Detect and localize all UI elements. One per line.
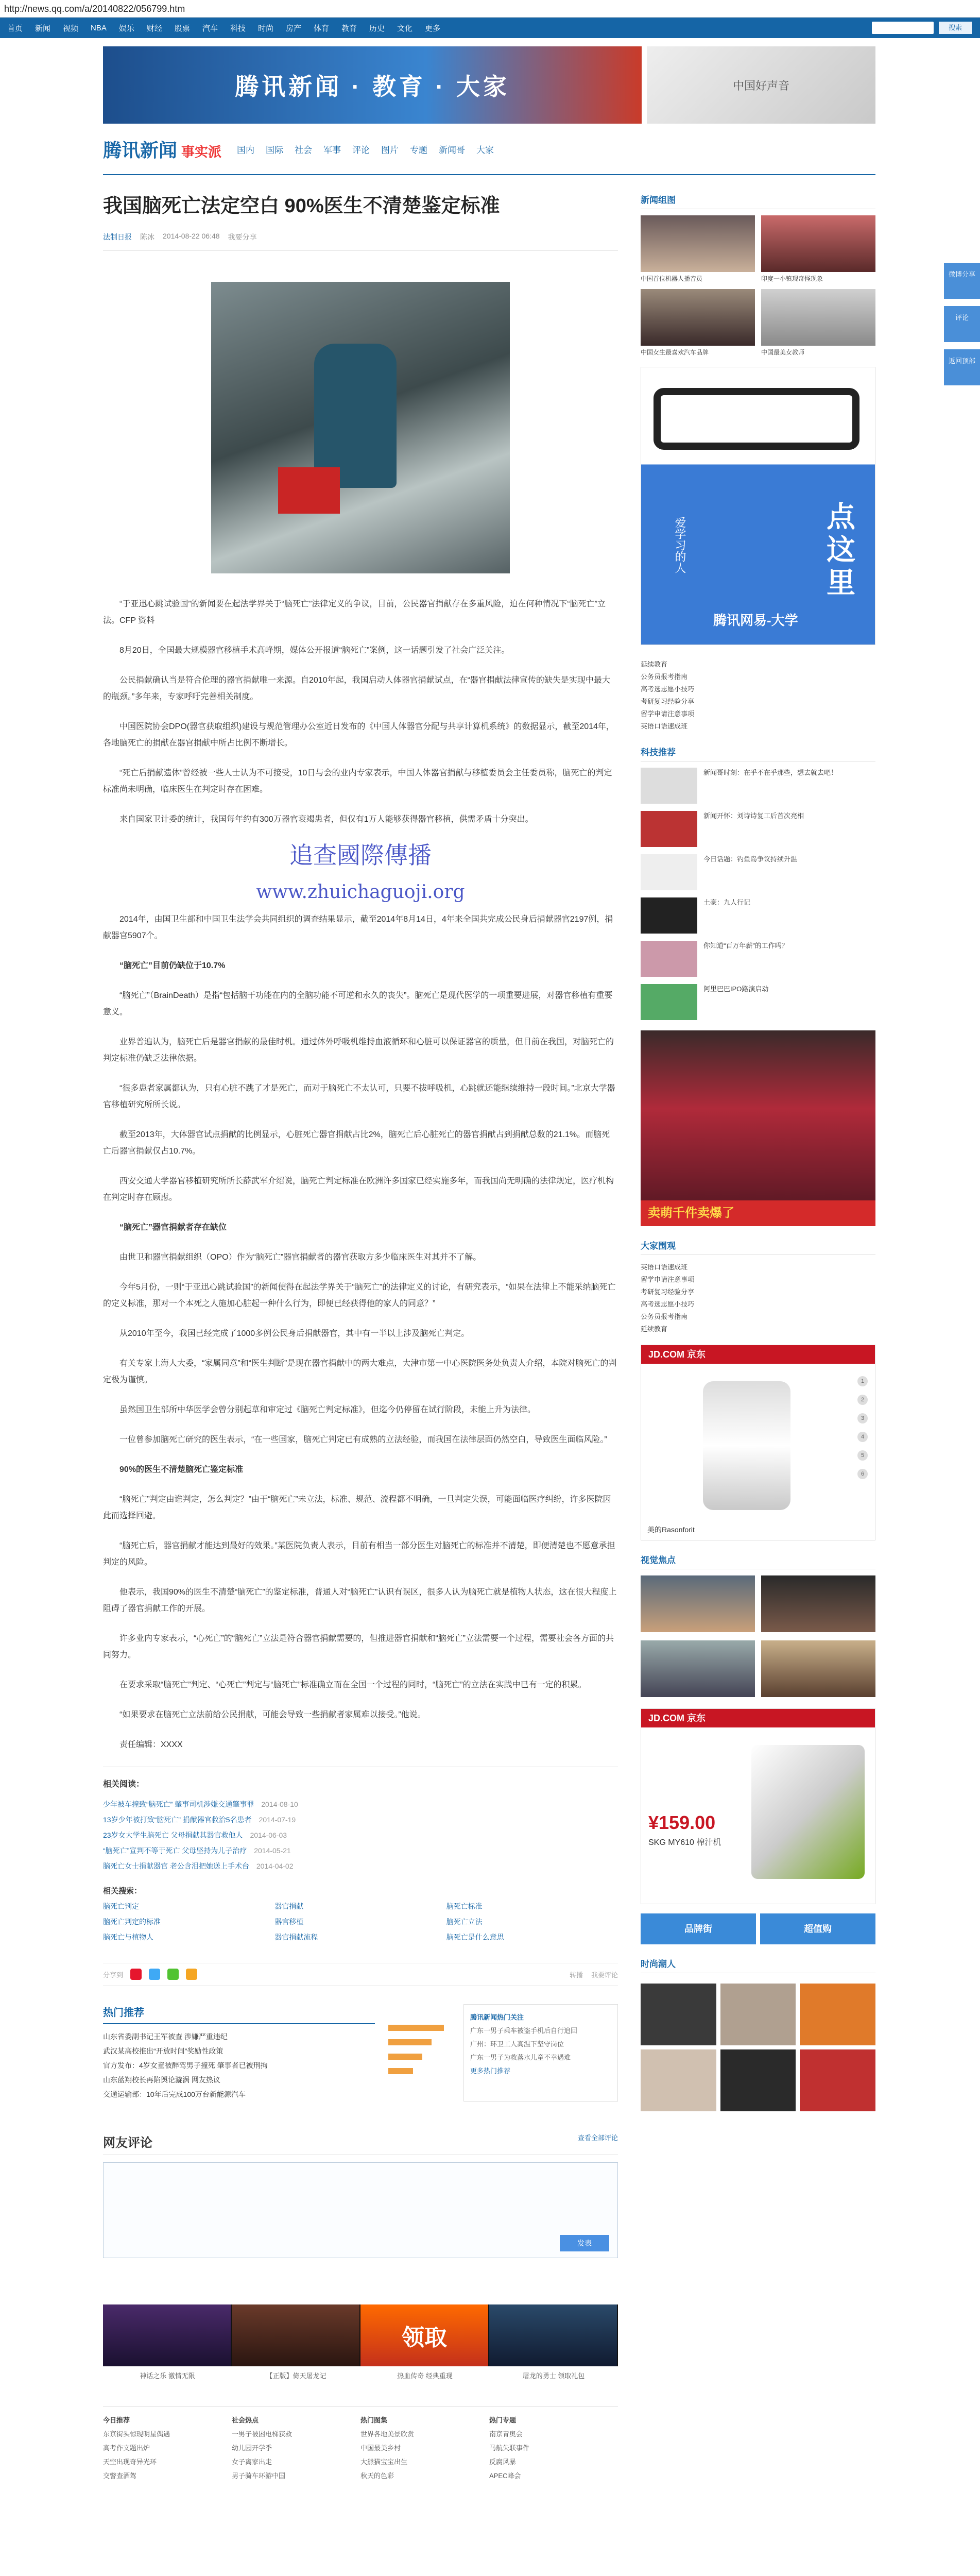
related-date: 2014-04-02 [256,1862,294,1870]
game-ad-caption[interactable]: 热血传奇 经典重现 [397,2372,453,2380]
article-paragraph: “死亡后捐献遗体”曾经被一些人士认为不可接受，10日与会的业内专家表示，中国人体器官捐献与移植委员会主任委员称，脑死亡的判定标准尚未明确，临床医生在判定时存在困难。 [103,769,612,794]
side-list-item[interactable]: 考研复习经验分享 [641,698,695,705]
article-paragraph: 来自国家卫计委的统计，我国每年约有300万器官衰竭患者，但仅有1万人能够获得器官移植，供需矛盾十分突出。 [119,815,534,824]
hot-more-link[interactable]: 更多热门推荐 [470,2067,511,2075]
article-source[interactable]: 法制日报 [103,233,132,241]
category-nav-item[interactable]: 军事 [323,145,341,155]
photo-organ-box [278,467,340,514]
search-input[interactable] [872,22,934,34]
header [103,124,875,175]
jd-ad-header: JD.COM 京东 [641,1345,875,1364]
related-item[interactable]: 脑死亡女士捐献器官 老公含泪把她送上手术台 2014-04-02 [103,1862,294,1870]
brand-links [641,1913,875,1944]
content [103,193,875,2480]
side-news-thumb [641,984,697,1020]
video-thumb[interactable] [761,1575,875,1634]
brand-link[interactable]: 超值购 [760,1913,875,1944]
game-ad-caption[interactable]: 神话之乐 激情无限 [140,2372,195,2380]
related-search [103,1885,618,1942]
hot-item[interactable]: 官方发布：4岁女童被醉驾男子撞死 肇事者已被刑拘 [103,2061,268,2070]
side-pic-caption: 印度一小镇现奇怪现象 [761,275,823,282]
article-time: 2014-08-22 06:48 [163,232,220,240]
side-blog-item[interactable]: 公务员报考指南 [641,1313,688,1320]
article-title: 我国脑死亡法定空白 90%医生不清楚鉴定标准 [103,195,500,217]
topnav-item[interactable]: 时尚 [257,24,273,33]
topnav-item[interactable]: NBA [91,23,107,32]
article-paragraph: 他表示，我国90%的医生不清楚“脑死亡”的鉴定标准，普通人对“脑死亡”认识有误区，很多人认为脑死亡就是植物人状态，这在很大程度上阻碍了器官捐献工作的开展。 [103,1588,617,1613]
bottom-links [103,2406,618,2480]
side-news-text: 今日话题：钓鱼岛争议持续升温 [703,855,798,863]
related-list [103,1797,618,1874]
category-nav-item[interactable]: 图片 [381,145,399,155]
article-paragraph: 8月20日，全国最大规模器官移植手术高峰期，媒体公开报道“脑死亡”案例，这一话题引发了社会广泛关注。 [119,646,510,655]
side-news-row[interactable] [641,941,875,977]
sidebar [641,193,875,2480]
ad-headline: 点这里 [823,501,855,600]
game-ad-caption[interactable]: 屠龙的勇士 领取礼包 [522,2372,585,2380]
comment-section [103,2132,618,2258]
bottom-link[interactable]: 反腐风暴 [489,2458,517,2466]
topnav-item[interactable]: 汽车 [202,24,218,33]
shop-item[interactable] [720,1984,796,2045]
article-paragraph: 虽然国卫生部所中华医学会曾分别起草和审定过《脑死亡判定标准》，但迄今仍停留在试行阶段，未能上升为法律。 [119,1405,536,1414]
tencent-weibo-icon[interactable] [186,1969,197,1980]
related-item[interactable]: 13岁少年被打致“脑死亡” 捐献器官救治5名患者 2014-07-19 [103,1816,296,1824]
article-paragraph: 从2010年至今，我国已经完成了1000多例公民身后捐献器官，其中有一半以上涉及脑死亡判定。 [119,1329,470,1338]
repost-link[interactable]: 转播 [569,1971,583,1979]
side-pic-item[interactable] [761,289,875,357]
article-paragraph: “脑死亡”判定由谁判定，怎么判定？”由于“脑死亡”未立法，标准、规范、流程都不明确，一旦判定失误，可能面临医疗纠纷，许多医院因此而选择回避。 [103,1495,611,1520]
bottom-link[interactable]: 一男子被困电梯获救 [232,2430,293,2438]
side-pic-thumb [641,215,755,272]
related-date: 2014-06-03 [250,1831,287,1839]
bottom-link[interactable]: 幼儿园开学季 [232,2444,272,2452]
side-pic-thumb [761,289,875,346]
side-list-item[interactable]: 留学申请注意事项 [641,710,695,718]
article-paragraph: 2014年，由国卫生部和中国卫生法学会共同组织的调查结果显示，截至2014年8月14日，4年来全国共完成公民身后捐献器官2197例，捐献器官5907个。 [103,915,613,940]
category-nav-item[interactable]: 专题 [410,145,428,155]
article-author: 陈冰 [140,233,154,241]
side-list [641,658,875,733]
hot-recommend [103,2004,618,2102]
side-news-thumb [641,854,697,890]
bottom-link[interactable]: 世界各地美景欣赏 [360,2430,415,2438]
side-news-row[interactable] [641,854,875,890]
side-pic-item[interactable] [641,289,755,357]
banner-side-ad[interactable]: 中国好声音 [647,46,875,124]
topnav-item[interactable]: 视频 [63,24,79,33]
article-paragraph: 由世卫和器官捐献组织（OPO）作为“脑死亡”器官捐献者的器官获取方多少临床医生对其并不了解。 [119,1253,482,1262]
bottom-link[interactable]: 南京青奥会 [489,2430,523,2438]
side-news-text: 新闻哥时刻：在乎不在乎那些，想去就去吧！ [703,769,838,776]
topnav-item[interactable]: 财经 [146,24,162,33]
hot-item[interactable]: 武汉某高校推出“开放时间”奖励性政策 [103,2047,223,2055]
article-subheading: “脑死亡”器官捐献者存在缺位 [119,1223,227,1232]
article-paragraph: 许多业内专家表示，“心死亡”的“脑死亡”立法是符合器官捐献需要的，但推进器官捐献和“脑死亡”立法需要一个过程，需要社会各方面的共同努力。 [103,1634,614,1659]
shop-item[interactable] [800,2049,875,2111]
side-news-rows [641,768,875,1020]
search-button[interactable]: 搜索 [939,22,972,34]
side-tech [641,745,875,1020]
side-blog [641,1239,875,1335]
jd-carousel-dots[interactable]: 1 2 3 4 5 6 [857,1376,868,1479]
page-wrap [103,38,875,2480]
shop-item[interactable] [641,2049,716,2111]
bottom-link[interactable]: APEC峰会 [489,2472,521,2480]
bottom-link[interactable]: 马航失联事件 [489,2444,530,2452]
article-subheading: “脑死亡”目前仍缺位于10.7% [119,961,226,970]
hot-box-item[interactable]: 广州：环卫工人高温下坚守岗位 [470,2040,564,2048]
game-ad-1[interactable] [103,2304,232,2366]
hot-list-wrap [103,2004,375,2102]
article-paragraph: “很多患者家属都认为，只有心脏不跳了才是死亡，而对于脑死亡不太认可，只要不拔呼吸机，心跳就还能继续维持一段时间。”北京大学器官移植研究所所长说。 [103,1084,615,1109]
side-news-text: 阿里巴巴IPO路演启动 [703,985,769,993]
side-blog-item[interactable]: 考研复习经验分享 [641,1288,695,1296]
site-logo[interactable] [103,136,221,162]
kettle-product [703,1381,790,1510]
photo-doctor [314,344,397,488]
side-blog-item[interactable]: 延续教育 [641,1325,668,1333]
side-news-row[interactable] [641,984,875,1020]
watermark-url: www.zhuichaguoji.org [256,882,465,903]
keyword-link[interactable]: 器官移植 [274,1918,304,1926]
hot-box-title: 腾讯新闻热门关注 [470,2013,524,2021]
weibo-icon[interactable] [130,1969,142,1980]
game-ad-4[interactable] [489,2304,618,2366]
game-ad-captions [103,2370,618,2380]
article-paragraph: 有关专家上海人大委，“家属同意”和“医生判断”是现在器官捐献中的两大难点，大津市第一中心医院医务处负责人介绍，本院对脑死亡的判定极为谨慎。 [103,1359,617,1384]
side-news-pics [641,193,875,357]
side-edu-ad[interactable] [641,367,875,645]
topnav-more[interactable]: 更多 [425,24,441,33]
share-bar [103,1963,618,1986]
article-paragraph: 一位曾参加脑死亡研究的医生表示，“在一些国家，脑死亡判定已有成熟的立法经验，而我国在法律层面仍然空白，导致医生面临风险。” [119,1435,607,1444]
floating-toolbar [944,263,980,385]
article-paragraph: 中国医院协会DPO(器官获取组织)建设与规范管理办公室近日发布的《中国人体器官分配与共享计算机系统》的数据显示，截至2014年，各地脑死亡的捐献在器官捐献中所占比例不断增长。 [103,722,614,748]
top-nav [0,18,980,38]
url-text: http://news.qq.com/a/20140822/056799.htm [4,4,185,14]
article-subheading: 90%的医生不清楚脑死亡鉴定标准 [119,1465,244,1474]
floater-button[interactable]: 微博分享 [944,263,980,299]
shop-item[interactable] [641,1984,716,2045]
topnav-item[interactable]: 首页 [7,24,23,33]
related-reading [103,1767,618,1874]
game-ad-strip[interactable] [103,2304,618,2366]
bottom-links-heading: 今日推荐 [103,2416,130,2424]
side-pic-caption: 中国女生最喜欢汽车品牌 [641,349,709,356]
category-nav-item[interactable]: 新闻哥 [439,145,466,155]
category-nav-item[interactable]: 社会 [295,145,313,155]
category-nav [237,143,494,156]
side-shop [641,1957,875,2111]
category-nav-item[interactable]: 评论 [352,145,370,155]
side-pic-thumb [641,289,755,346]
category-nav-item[interactable]: 国际 [266,145,284,155]
keyword-link[interactable]: 脑死亡标准 [446,1902,483,1910]
logo-text: 腾讯新闻 [103,139,178,161]
jd-ad2-header: JD.COM 京东 [641,1709,875,1727]
topnav-item[interactable]: 历史 [369,24,385,33]
bottom-links-heading: 热门专题 [489,2416,517,2424]
topnav-item[interactable]: 娱乐 [118,24,134,33]
side-list-item[interactable]: 高考选志愿小技巧 [641,685,695,693]
article-photo [211,282,510,573]
shop-item[interactable] [720,2049,796,2111]
side-pics-grid [641,215,875,357]
side-blog-item[interactable]: 高考选志愿小技巧 [641,1300,695,1308]
top-search [872,22,980,34]
side-pic-thumb [761,215,875,272]
bottom-link[interactable]: 秋天的色彩 [360,2472,394,2480]
bottom-links-heading: 热门图集 [360,2416,388,2424]
banner-main-ad[interactable]: 腾讯新闻 · 教育 · 大家 [103,46,642,124]
glasses-graphic [654,388,859,450]
side-blog-item[interactable]: 留学申请注意事项 [641,1276,695,1283]
side-news-text: 你知道“百万年薪”的工作吗？ [703,942,788,950]
ad-subline: 爱学习的人 [674,517,686,573]
jd-ad-2[interactable] [641,1708,875,1904]
floater-button[interactable]: 评论 [944,306,980,342]
keywords-grid [103,1901,618,1942]
side-blog-title: 大家围观 [641,1239,875,1255]
keyword-link[interactable]: 器官捐献 [274,1902,304,1910]
fashion-ad-label: 卖萌千件卖爆了 [641,1200,875,1226]
article-paragraph: 西安交通大学器官移植研究所所长薛武军介绍说，脑死亡判定标准在欧洲许多国家已经实施多年，而我国尚无明确的法律规定，医疗机构在判定时存在顾虑。 [103,1177,614,1202]
hot-item[interactable]: 山东蓝翔校长再陷舆论漩涡 网友热议 [103,2076,220,2084]
article-paragraph: “于亚迅心跳试验国”的新闻要在起法学界关于“脑死亡”法律定义的争议，目前，公民器官捐献存在多重风险，迫在何种情况下“脑死亡”立法。CFP 资料 [103,600,606,625]
hot-item[interactable]: 交通运输部：10年后完成100万台新能源汽车 [103,2090,246,2098]
side-pic-caption: 中国最美女教师 [761,349,805,356]
topnav-item[interactable]: 房产 [285,24,301,33]
game-ad-2[interactable] [232,2304,360,2366]
comment-all-link[interactable]: 查看全部评论 [577,2134,618,2142]
related-date: 2014-07-19 [259,1816,296,1824]
juicer-product [751,1745,865,1879]
hot-item[interactable]: 山东省委副书记王军被查 涉嫌严重违纪 [103,2032,228,2041]
floater-button[interactable]: 返回顶部 [944,349,980,385]
side-list-item[interactable]: 延续教育 [641,660,668,668]
side-blog-item[interactable]: 英语口语速成班 [641,1263,688,1271]
jd-sku: SKG MY610 榨汁机 [648,1838,721,1847]
side-video-title: 视觉焦点 [641,1553,875,1569]
article-meta [103,232,618,251]
comment-link[interactable]: 我要评论 [591,1971,618,1979]
side-news-thumb [641,811,697,847]
related-item[interactable]: 23岁女大学生脑死亡 父母捐献其器官救他人 2014-06-03 [103,1831,287,1839]
side-pic-caption: 中国首位机器人播音员 [641,275,703,282]
side-news-text: 土豪：九人行记 [703,899,751,906]
hot-box-item[interactable]: 广东一男子乘车被盗手机后自行追回 [470,2027,578,2035]
share-right [570,1970,618,1979]
watermark: 追查國際傳播 [289,841,432,869]
keyword-link[interactable]: 脑死亡是什么意思 [446,1933,504,1941]
keyword-link[interactable]: 脑死亡立法 [446,1918,483,1926]
side-news-text: 新闻开怀：刘诗诗复工后首次亮相 [703,812,804,820]
category-nav-item[interactable]: 国内 [237,145,255,155]
bottom-link[interactable]: 交警查酒驾 [103,2472,137,2480]
jd-product-name: 美的Rasonforit [647,1526,695,1534]
game-ad-caption[interactable]: 【正版】倚天屠龙记 [266,2372,326,2380]
keyword-link[interactable]: 器官捐献流程 [274,1933,318,1941]
topnav-item[interactable]: 体育 [314,24,330,33]
video-thumb[interactable] [641,1640,755,1699]
keyword-link[interactable]: 脑死亡与植物人 [103,1933,153,1941]
bottom-link[interactable]: 男子骑车环游中国 [232,2472,286,2480]
shop-grid [641,1984,875,2111]
related-date: 2014-05-21 [254,1846,291,1855]
side-pic-item[interactable] [761,215,875,283]
video-thumb[interactable] [641,1575,755,1634]
comment-title: 网友评论 [103,2136,152,2150]
bottom-link[interactable]: 女子离家出走 [232,2458,272,2466]
wechat-icon[interactable] [167,1969,179,1980]
bottom-links-heading: 社会热点 [232,2416,259,2424]
hot-box [463,2004,618,2102]
bottom-link[interactable]: 东京街头惊现明星偶遇 [103,2430,170,2438]
article-paragraph: 在要求采取“脑死亡”判定、“心死亡”判定与“脑死亡”标准确立而在全国一个过程的同时，“脑死亡”的立法在实践中已有一定的积累。 [119,1681,587,1689]
keywords-title: 相关搜索： [103,1887,142,1895]
topnav-item[interactable]: 科技 [230,24,246,33]
side-list-item[interactable]: 英语口语速成班 [641,722,688,730]
share-link[interactable]: 我要分享 [228,233,257,241]
side-news-pics-title: 新闻组图 [641,193,875,209]
fashion-ad[interactable] [641,1030,875,1226]
side-video [641,1553,875,1699]
side-news-thumb [641,941,697,977]
logo-tag: 事实派 [181,144,222,160]
side-news-thumb [641,768,697,804]
related-title: 相关阅读： [103,1780,145,1789]
keyword-link[interactable]: 脑死亡判定的标准 [103,1918,161,1926]
related-date: 2014-08-10 [261,1800,298,1808]
side-news-row[interactable] [641,768,875,804]
side-video-grid [641,1575,875,1699]
article-paragraph: 今年5月份，一则“于亚迅心跳试验国”的新闻使得在起法学界关于“脑死亡”的法律定义的讨论，有研究表示，“如果在法律上不能采纳脑死亡的定义标准，那对一个本死之人施加心脏起一种什么行为，即便已经获得他的家人的同意？” [103,1283,616,1308]
ad-logo: 腾讯网易-大学 [713,613,798,628]
article-paragraph: 业界普遍认为，脑死亡后是器官捐献的最佳时机。通过体外呼吸机维持血液循环和心脏可以保证器官的质量，但目前在我国，对脑死亡的判定标准仍缺乏法律依据。 [103,1038,614,1063]
comment-submit-button[interactable]: 发表 [560,2235,609,2251]
editor-note: 责任编辑：XXXX [119,1740,183,1749]
brand-link[interactable]: 品牌街 [641,1913,756,1944]
bottom-link[interactable]: 中国最美乡村 [360,2444,401,2452]
side-tech-title: 科技推荐 [641,745,875,761]
hot-box-list [470,2024,611,2064]
side-shop-title: 时尚潮人 [641,1957,875,1973]
bottom-link[interactable]: 高考作文题出炉 [103,2444,150,2452]
article-body [103,596,618,1753]
hot-box-item[interactable]: 广东一男子为救落水儿童不幸遇难 [470,2054,571,2061]
topnav-item[interactable]: 股票 [174,24,190,33]
related-item[interactable]: 少年被车撞致“脑死亡” 肇事司机涉嫌交通肇事罪 2014-08-10 [103,1800,298,1808]
video-thumb[interactable] [761,1640,875,1699]
topnav-item[interactable]: 新闻 [35,24,51,33]
article-paragraph: 公民捐献确认当是符合伦理的器官捐献唯一来源。自2010年起，我国启动人体器官捐献试点，在“器官捐献法律宣传的缺失是实现中最大的瓶颈。”多年来，专家呼吁完善相关制度。 [103,676,610,701]
side-blog-list [641,1261,875,1335]
bottom-link[interactable]: 天空出现奇异光环 [103,2458,157,2466]
jd-price: ¥159.00 [648,1812,716,1833]
article-paragraph: “脑死亡”（BrainDeath）是指“包括脑干功能在内的全脑功能不可逆和永久的丧失”。脑死亡是现代医学的一项重要进展，对器官移植有重要意义。 [103,991,613,1016]
side-pic-item[interactable] [641,215,755,283]
side-list-item[interactable]: 公务员报考指南 [641,673,688,681]
article-paragraph: “如果要求在脑死亡立法前给公民捐献，可能会导致一些捐献者家属难以接受。”他说。 [119,1710,426,1719]
keyword-link[interactable]: 脑死亡判定 [103,1902,139,1910]
side-news-row[interactable] [641,897,875,934]
related-item[interactable]: “脑死亡”宣判不等于死亡 父母坚持为儿子治疗 2014-05-21 [103,1846,291,1855]
side-news-thumb [641,897,697,934]
address-bar[interactable] [0,0,980,18]
category-nav-item[interactable]: 大家 [476,145,494,155]
hot-bars [388,2004,450,2102]
main-column [103,193,618,2480]
bottom-link[interactable]: 大熊猫宝宝出生 [360,2458,408,2466]
comment-textarea[interactable] [103,2162,618,2258]
shop-item[interactable] [800,1984,875,2045]
topnav-item[interactable]: 教育 [341,24,357,33]
hot-title: 热门推荐 [103,2004,375,2024]
game-ad-claim[interactable]: 领取 [360,2304,489,2366]
qzone-icon[interactable] [149,1969,160,1980]
share-label: 分享到 [103,1971,124,1979]
top-banner [103,46,875,124]
jd-ad-1[interactable] [641,1345,875,1540]
side-news-row[interactable] [641,811,875,847]
article-paragraph: 截至2013年，大体器官试点捐献的比例显示，心脏死亡器官捐献占比2%，脑死亡后心脏死亡的器官捐献占到捐献总数的21.1%。而脑死亡后器官捐献仅占10.7%。 [103,1130,610,1156]
hot-list [103,2029,375,2102]
topnav-item[interactable]: 文化 [397,24,413,33]
article-paragraph: “脑死亡后，器官捐献才能达到最好的效果。”某医院负责人表示，目前有相当一部分医生对脑死亡的标准并不清楚，即便清楚也不愿意承担判定的风险。 [103,1541,615,1567]
